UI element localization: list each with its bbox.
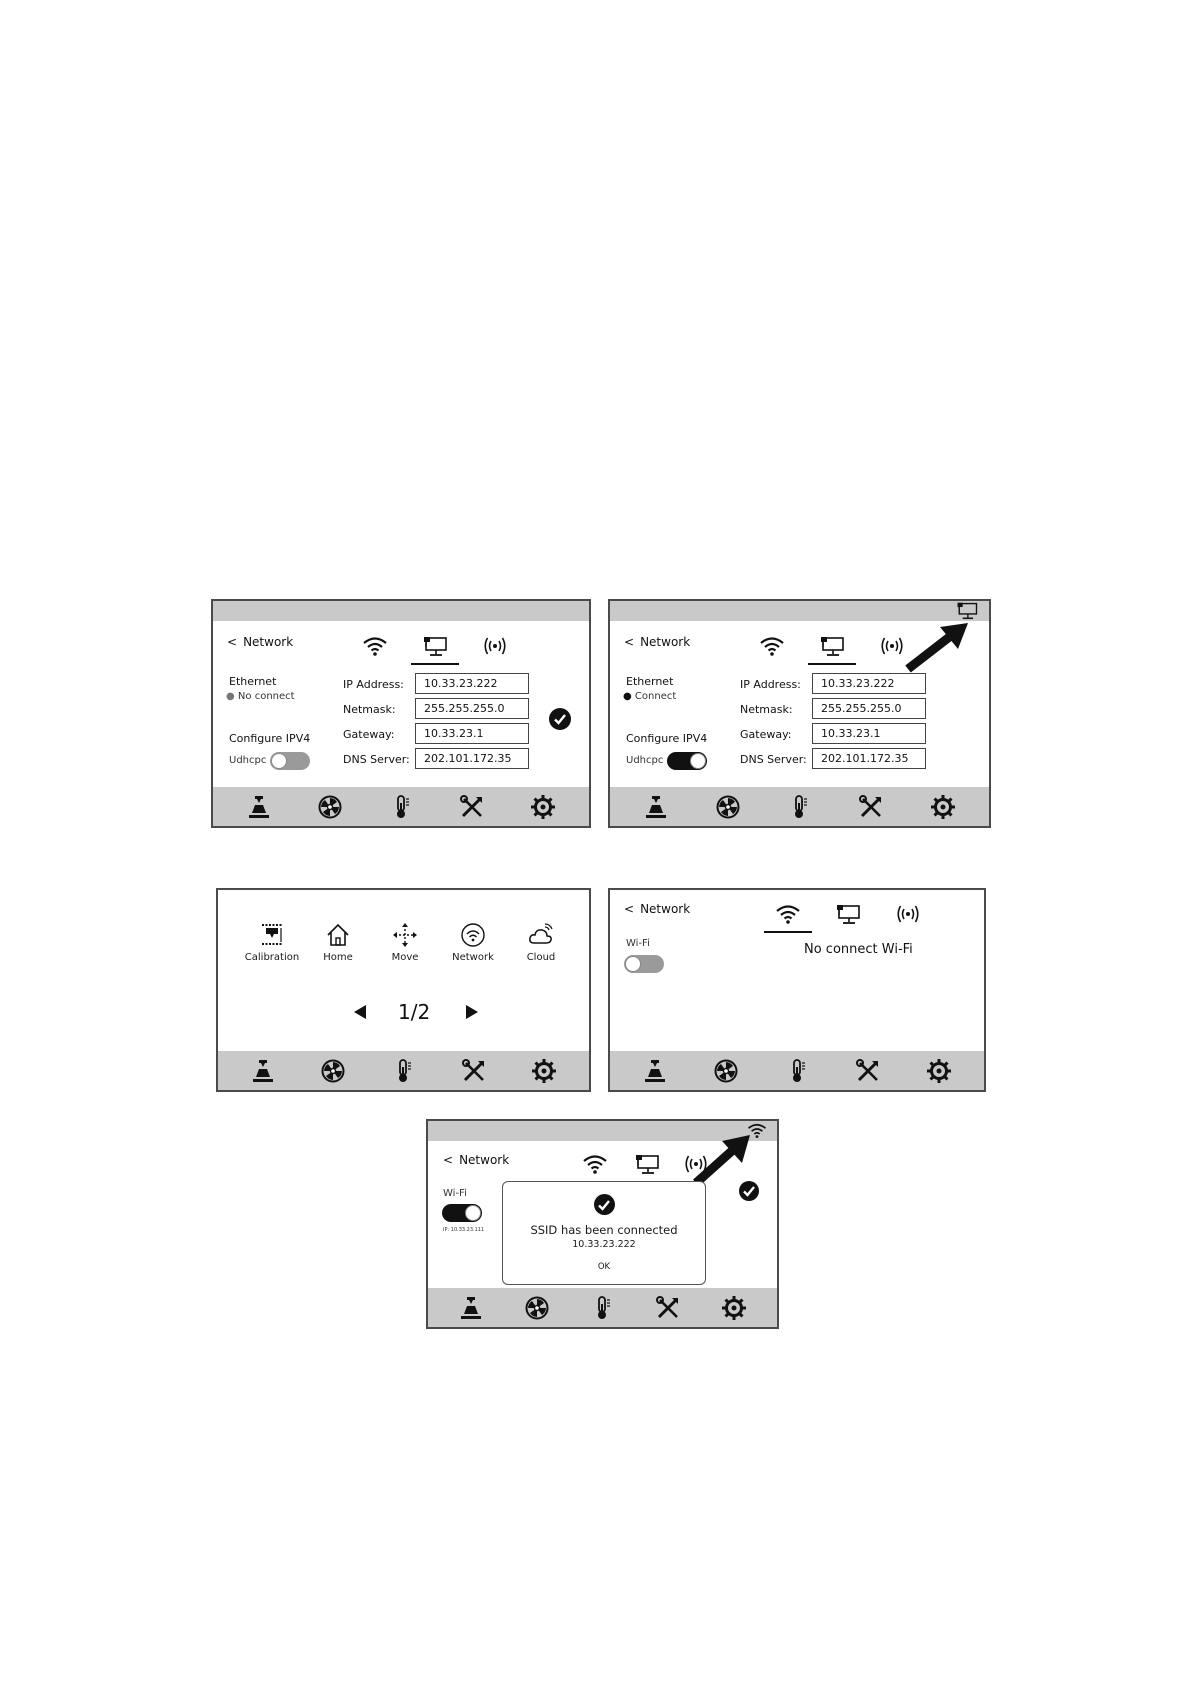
nav-print[interactable] [249,1057,277,1085]
nav-settings[interactable] [530,1057,558,1085]
netmask-label: Netmask: [343,703,396,716]
calibration-icon [259,922,285,948]
nav-fan[interactable] [523,1294,551,1322]
tab-ethernet[interactable] [623,1149,671,1179]
menu-label: Cloud [526,952,556,963]
back-label: Network [640,635,691,649]
settings-gear-icon [531,1058,557,1084]
menu-network[interactable] [443,922,503,963]
page-indicator: 1/2 [398,1000,431,1024]
back-label: Network [640,902,691,916]
status-bar [213,601,589,621]
ethernet-screen-disconnected [211,599,591,828]
fan-icon [320,1058,346,1084]
thermometer-icon [390,1058,416,1084]
nav-tools[interactable] [458,793,486,821]
settings-gear-icon [530,794,556,820]
ethernet-status-text: No connect [237,691,295,702]
ethernet-icon [835,903,861,925]
wifi-icon [759,635,785,657]
tab-hotspot[interactable] [884,899,932,929]
tab-ethernet[interactable] [808,631,856,661]
fan-icon [524,1295,550,1321]
ethernet-screen-connected [608,599,991,828]
fan-icon [317,794,343,820]
menu-home[interactable] [308,922,368,963]
ethernet-title: Ethernet [229,675,277,688]
wifi-icon [362,635,388,657]
tools-icon [858,794,884,820]
nav-tools[interactable] [854,1057,882,1085]
thermometer-icon [786,794,812,820]
thermometer-icon [589,1295,615,1321]
bottom-nav [610,787,989,826]
bottom-nav [213,787,589,826]
tools-icon [461,1058,487,1084]
ip-address-field[interactable]: 10.33.23.222 [812,673,926,694]
prev-page-button[interactable] [354,1005,366,1019]
wifi-screen-connected [426,1119,779,1329]
nav-tools[interactable] [857,793,885,821]
dns-server-field[interactable]: 202.101.172.35 [812,748,926,769]
checkmark-icon [742,1184,756,1198]
back-button[interactable]: < Network [624,635,691,649]
wifi-label: Wi-Fi [626,938,650,949]
print-icon [250,1058,276,1084]
bottom-nav [218,1051,589,1090]
settings-gear-icon [721,1295,747,1321]
back-button[interactable]: < Network [624,902,691,916]
menu-label: Move [391,952,419,963]
gateway-field[interactable]: 10.33.23.1 [415,723,529,744]
ethernet-icon [819,635,845,657]
netmask-label: Netmask: [740,703,793,716]
success-icon [594,1194,615,1215]
menu-label: Calibration [244,952,300,963]
connected-dialog [502,1181,706,1285]
wifi-toggle[interactable] [624,955,664,973]
settings-gear-icon [930,794,956,820]
tab-wifi[interactable] [748,631,796,661]
nav-temperature[interactable] [785,793,813,821]
back-button[interactable]: < Network [443,1153,510,1167]
netmask-field[interactable]: 255.255.255.0 [415,698,529,719]
ethernet-title: Ethernet [626,675,674,688]
wifi-icon [775,903,801,925]
gateway-field[interactable]: 10.33.23.1 [812,723,926,744]
ethernet-icon [634,1153,660,1175]
tab-ethernet[interactable] [411,631,459,661]
configure-ipv4-label: Configure IPV4 [229,732,311,745]
print-icon [642,1058,668,1084]
home-icon [325,922,351,948]
tab-hotspot[interactable] [471,631,519,661]
tab-wifi[interactable] [351,631,399,661]
back-label: Network [243,635,294,649]
nav-settings[interactable] [720,1294,748,1322]
toggle-knob [690,753,706,769]
hotspot-icon [683,1153,709,1175]
toggle-knob [465,1205,481,1221]
nav-fan[interactable] [714,793,742,821]
wifi-screen-off [608,888,986,1092]
bottom-nav [610,1051,984,1090]
confirm-button[interactable] [739,1181,759,1201]
wifi-icon [582,1153,608,1175]
hotspot-icon [482,635,508,657]
gateway-label: Gateway: [740,728,792,741]
dialog-ip: 10.33.23.222 [572,1239,636,1250]
cloud-icon [528,922,554,948]
gateway-label: Gateway: [343,728,395,741]
nav-fan[interactable] [319,1057,347,1085]
tools-icon [855,1058,881,1084]
thermometer-icon [388,794,414,820]
nav-temperature[interactable] [783,1057,811,1085]
bottom-nav [428,1288,777,1327]
network-icon [460,922,486,948]
tools-icon [655,1295,681,1321]
pointer-arrow [902,619,972,675]
ip-address-label: IP Address: [343,678,404,691]
tab-wifi[interactable] [764,899,812,929]
wifi-toggle[interactable] [442,1204,482,1222]
toggle-knob [271,753,287,769]
thermometer-icon [784,1058,810,1084]
menu-label: Home [323,952,353,963]
checkmark-icon [553,712,567,726]
tools-icon [459,794,485,820]
menu-calibration[interactable] [240,922,304,963]
next-page-button[interactable] [466,1005,478,1019]
ethernet-status [623,691,676,702]
fan-icon [715,794,741,820]
nav-print[interactable] [457,1294,485,1322]
tab-ethernet[interactable] [824,899,872,929]
nav-temperature[interactable] [387,793,415,821]
tab-hotspot[interactable] [672,1149,720,1179]
fan-icon [713,1058,739,1084]
ethernet-status [226,691,295,702]
status-bar [610,601,989,621]
nav-print[interactable] [641,1057,669,1085]
status-dot: ● [623,691,632,702]
dns-server-label: DNS Server: [343,753,410,766]
print-icon [643,794,669,820]
confirm-button[interactable] [549,708,571,730]
menu-move[interactable] [375,922,435,963]
nav-tools[interactable] [654,1294,682,1322]
wifi-label: Wi-Fi [443,1188,467,1199]
tab-wifi[interactable] [571,1149,619,1179]
nav-print[interactable] [245,793,273,821]
netmask-field[interactable]: 255.255.255.0 [812,698,926,719]
nav-fan[interactable] [316,793,344,821]
dialog-title: SSID has been connected [530,1223,678,1237]
wifi-ip-tiny: IP: 10.33.23.111 [443,1227,485,1233]
menu-label: Network [452,952,494,963]
configure-ipv4-label: Configure IPV4 [626,732,708,745]
udhcpc-toggle[interactable] [667,752,707,770]
print-icon [246,794,272,820]
tools-menu-screen [216,888,591,1092]
toggle-knob [625,956,641,972]
dialog-ok-button[interactable]: OK [597,1262,611,1272]
udhcpc-label: Udhcpc [626,755,664,766]
ethernet-icon [422,635,448,657]
no-connect-message: No connect Wi-Fi [804,942,913,957]
nav-tools[interactable] [460,1057,488,1085]
nav-settings[interactable] [925,1057,953,1085]
nav-temperature[interactable] [588,1294,616,1322]
move-icon [392,922,418,948]
ethernet-status-text: Connect [634,691,677,702]
print-icon [458,1295,484,1321]
dns-server-label: DNS Server: [740,753,807,766]
nav-settings[interactable] [929,793,957,821]
ethernet-status-icon [955,601,979,620]
back-button[interactable]: < Network [227,635,294,649]
status-dot: ● [226,691,235,702]
back-label: Network [459,1153,510,1167]
nav-temperature[interactable] [389,1057,417,1085]
udhcpc-toggle[interactable] [270,752,310,770]
dns-server-field[interactable]: 202.101.172.35 [415,748,529,769]
menu-cloud[interactable] [511,922,571,963]
nav-settings[interactable] [529,793,557,821]
ip-address-field[interactable]: 10.33.23.222 [415,673,529,694]
nav-print[interactable] [642,793,670,821]
nav-fan[interactable] [712,1057,740,1085]
udhcpc-label: Udhcpc [229,755,267,766]
ip-address-label: IP Address: [740,678,801,691]
hotspot-icon [895,903,921,925]
settings-gear-icon [926,1058,952,1084]
checkmark-icon [597,1198,611,1212]
